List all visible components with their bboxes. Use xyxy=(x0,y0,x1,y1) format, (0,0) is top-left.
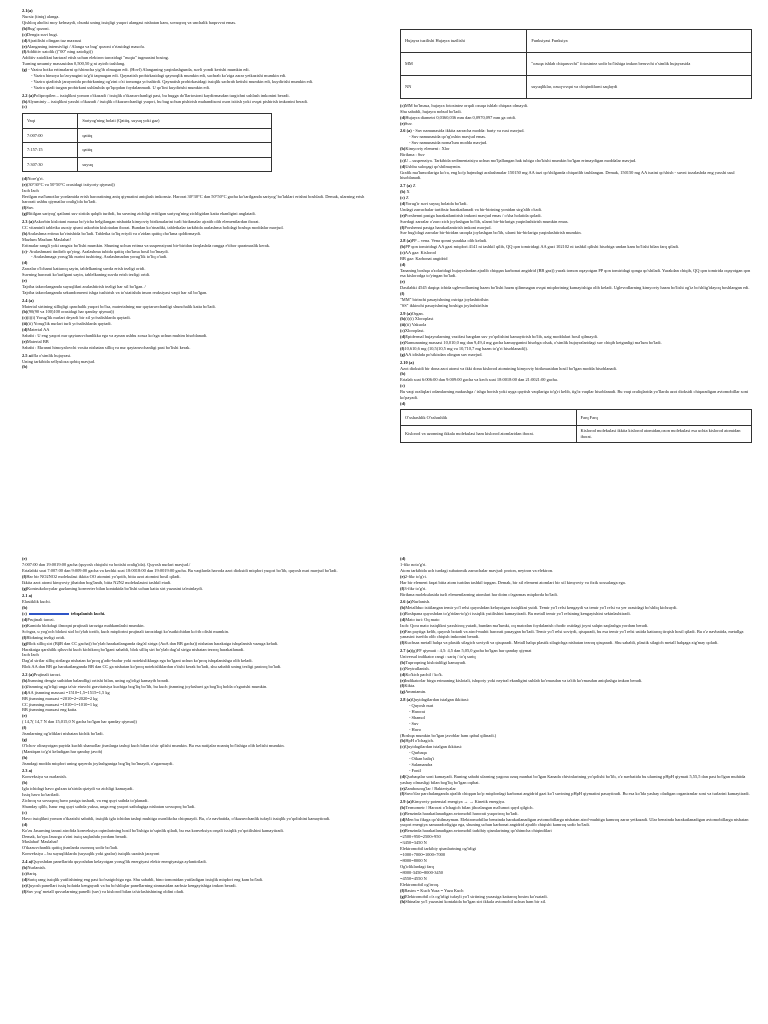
text-line: Maslahat! Maslahat! xyxy=(22,839,59,845)
text-line: (e) xyxy=(22,556,27,561)
text-line: Harakatga qarshilik qiluvchi kuch kichikroq bo'lgani sababli, blok silliq sirt bo'ylab dag'al sirtga nisbatan tezroq harakatlanadi. xyxy=(22,646,245,652)
text-line: BB jismning massasi =2010=2=2020=2 kg xyxy=(22,695,98,701)
text-line: Izoh Izoh xyxy=(22,652,39,658)
text-line: "MM" birinchi pasayishning ostriga joylashtirilsin xyxy=(400,297,489,303)
text-line: Sababi : Ekranni himoyalovchi vosita nisbatan silliq va nur qaytaruvchanligi past bo'lishi kerak. xyxy=(22,345,191,350)
table-cell: qattiq xyxy=(78,143,272,158)
text-line: (e)(30°30°C va 50°50°C orasidagi ixtiyoriy qiymat)) xyxy=(22,182,115,187)
answers-section-2-5-to-2-10 xyxy=(400,103,752,406)
text-line: O'tkazuvchanlik qattiq jismlarda osonroq sodir bo'ladi. xyxy=(22,845,119,851)
text-line: =1000+7000=1000+7000 xyxy=(400,852,446,858)
text-line: Elektromobil og'irroq. xyxy=(400,881,440,887)
text-line: Shu sababli, hujayra nobud bo'ladi. xyxy=(400,108,462,114)
text-line: 2.3 a) xyxy=(22,768,33,774)
text-line: (g)Bitilgan sariyog' qatlami suv sirtida qalqib turibdi, bu suvning zichligi eritilgan sariyog'ning zichligidan katta ekanligini anglatadi. xyxy=(22,211,256,217)
text-line: (b)(i)(i) Xloroplast xyxy=(400,316,434,322)
text-line: (d) xyxy=(22,260,28,266)
butter-state-table xyxy=(22,113,272,172)
text-line: Suvning harorati ko'tarilgani sayin, tablelkaning suvda erish tezligi ortdi. xyxy=(22,272,151,278)
text-line: (b)Nurlanish. xyxy=(22,864,46,870)
text-line: So'ngra, u yog'och blokni stol bo'ylab tortib, kuch miqdorini prujinali tarozidagi ko'rsatkichidan ko'rib olishi mumkin. xyxy=(22,628,229,634)
text-line: (f)Addiitiv xatolik (("00" ning xatoligi)) xyxy=(22,49,93,55)
text-line: Dag'al sirtlar silliq sirtlarga nisbatan ko'proq g'adir-budur yoki notekisliklarga ega bo'lgani uchun ko'proq ishqalanishga olib keladi. xyxy=(22,658,253,664)
table-row xyxy=(23,143,272,158)
text-line: (d)Epidermal hujayralarning vazifasi bargdan suv yo'qolishini kamaytirish bo'lib, uzig moddalari hosil qilmaydi. xyxy=(400,334,598,340)
text-line: (b) X xyxy=(400,189,410,195)
text-line: - Aralashmaga yorug'lik nurini tushiring. Aralashmadan yorug'lik to'liq o'tadi. xyxy=(31,254,168,260)
text-line: Turning umumiy massasidan 0,500,50 g ni ayirib tashlang. xyxy=(22,61,126,67)
text-line: - Oikan baliq'i xyxy=(409,756,435,762)
text-line: (d) xyxy=(22,821,28,827)
text-line: (b) xyxy=(22,364,28,370)
text-line: =8000=8000 N xyxy=(400,858,427,864)
text-line: (Boshqa mumkin bo'lgan javoblar ham qabul qilinadi.) xyxy=(400,732,497,738)
table-cell: qattiq xyxy=(78,128,272,143)
text-line: (ii)(ii) Vakuola xyxy=(400,322,427,328)
text-line: (d) xyxy=(400,556,406,561)
text-line: Ertalab soat 6:006:00 dan 9:009:00 gacha va kech soat 18:0018:00 dan 21:0021:00 gacha. xyxy=(400,377,558,383)
text-line: Sababi : U eng yaqori nur qaytaruvchanlikka ega va aynan ushbu xossa ko'zga uchun muhim hisoblanadi. xyxy=(22,333,208,339)
text-line: (c)Dengiz suvi bugi. xyxy=(22,31,58,37)
text-line: O'lchov olinayotgan paytda kuchli shamollar jismlarga tashqi kuch bilan ta'sir qilishi mumkin. Bu esa natijalar noaniq bo'lishiga olib kelishi mumkin. xyxy=(22,742,285,748)
text-line: (b)Jismning dengiz suthidan balandligi ortishi bilan, uning og'irligi kamayib boradi. xyxy=(22,677,170,683)
text-line: ( 14,7( 14,7 N dan 15,015,0 N gacha bo'lgan har qanday qiymat)) xyxy=(22,719,137,725)
text-line: Shunday qilib, Isnur eng quyi sathda yuksa, unga eng yuqori sathdagiga nisbatan sovuqroq bo'ladi. xyxy=(22,803,196,809)
text-line: =3450=3450 N xyxy=(400,840,427,846)
text-line: 2.9 (a)Kimyoviy potensial energiya → → Kinetik energiya. xyxy=(400,799,506,805)
text-line: (b)Termometr / Harorat o'lchagich bilan jihozlangan ma'lumot qayd qilgich. xyxy=(400,805,534,811)
text-line: (g)Ammiamin. xyxy=(400,689,427,695)
highlight-mark xyxy=(29,613,69,614)
text-line: (c)Sariq. xyxy=(22,870,38,876)
text-line: (d)Men bu fikrga qo'shilmayman. Elektromobillar benzinda harakatlanadigan avtomobillarga nisbatan atrof-muhitga kamroq zarar yetkazadi. Ular benzinda harakatlanadigan avtomobillarga nisbatan yuqori energiya samaradorligiga ega, shuning uchun karbonat angidrid ajralib chiqishi kamroq sodir bo'ladi. xyxy=(400,816,749,828)
text-line: BB gaz: Karbonat angidrid xyxy=(400,255,448,261)
table-cell: suyuqliklar, ozuq-ovqat va chiqindilarni saqlaydi xyxy=(527,76,752,99)
text-line: (h) xyxy=(22,754,28,760)
text-line: (e)Fan paytiga kelib, quyosh botadi va atrof-muhit harorati pasaygan bo'ladi. Temir yo'l relsi soviydi, qisqaradi, bu esa temir yo'l relsi ustida kattaroq tirqish hosil qiladi. Bu o'z navbatida, metallga yanasini tsrefda olib chiqish imkonini beradi. xyxy=(400,628,744,640)
text-line: Suv bug'idagi zarralar bir-biridan uzoqda joylashgan bo'lib, ularni bir-birlariga yaqinlashtirish mumkin. xyxy=(400,230,582,236)
text-line: - Harorat xyxy=(409,708,425,714)
table-row xyxy=(23,128,272,143)
text-line: (c)Neytrallanish. xyxy=(400,665,430,671)
column-bottom-right xyxy=(400,556,752,1022)
text-line: 2.1 a) xyxy=(22,593,33,599)
table-cell: NN xyxy=(401,76,527,99)
text-line: (b)HpH o'lchagich. xyxy=(400,738,434,744)
text-line: 1-fikr noto'g'ri. xyxy=(400,561,427,567)
text-line: Nursiz (tiniq) alanga. xyxy=(22,13,60,19)
text-line: =2500+950=2500+950 xyxy=(400,834,441,840)
text-line: (g)Kontrukoloryalar gazlarning konverter bilan kontaktda bo'lishi uchun katta sirt yuzasini ta'minlaydi. xyxy=(22,585,203,591)
text-line: (c)Jismning og'irligi unga ta'sir etuvchi gravitatsiya kuchiga bog'liq bo'lib, bu kuch jismning joylashuvi ga bog'liq holda o'zgarishi mumkin. xyxy=(22,683,268,689)
text-line: 2.7 (a)(g)FF qiymati : 4,5: 4,5 dan 5,05,0 gacha bo'lgan har qanday qiymat xyxy=(400,647,532,653)
text-line: (g)Elektromobil o'z og'irligi tufayli yo'l sirtining yuzasiga kattaroq bosim ko'rsatadi. xyxy=(400,893,548,899)
text-line: Suvdagi zarralar o'zaro zich joylashgan bo'lib, ularni bir-birlariga yaqinlashtirish mumkin emas. xyxy=(400,218,569,224)
text-line: (e)Alanganing intensivligi / Alanga va bug' qozoni o'rtasidagi masofa. xyxy=(22,43,145,49)
text-line: 2.4 a)Quyoshdan panellarida quyoshdan kelayotgan yorug'lik energiyasi elektr energiyasiga aylantiriladi. xyxy=(22,858,207,864)
table-cell: MM xyxy=(401,53,527,76)
text-line: Izoh Izoh xyxy=(22,187,39,193)
text-line: (d)Ushbu suloqagi qo'shilmaymin. xyxy=(400,163,461,169)
text-line: (g)AA idishda po'stkisdan olingan suv mavjud. xyxy=(400,352,483,358)
text-line: CC jismning massasi =1010=1=1010=1 kg xyxy=(22,701,98,707)
answers-chemistry-section xyxy=(400,556,752,905)
text-line: (d)Hujayra diametri 0,0360,036 mm dan 0,0970,097 mm ga ortdi. xyxy=(400,114,516,120)
text-line: (f)Kuchsaz metall halqa va plastik silagich soviydi va qisqaradi. Metall halqa plastik silagichga nisbatan tezroq qisqaradi. Shu sababli, plastik silagich metall halqaga zig'may qoladi. xyxy=(400,640,719,646)
text-line: (b)Bug' qozoni. xyxy=(22,25,50,31)
column-top-right xyxy=(400,26,752,542)
table-cell: "ozuqa ishlab chiqaruvchi" fotosintez sodir bo'lishiga imkon beruvchi o'simlik hujayrasida xyxy=(527,53,752,76)
table-cell: Kislorod va uzonning ikkala molekulasi ham kislorod atomlaridan iborat. xyxy=(401,426,577,442)
text-line: (c)(i)(i) Yorug'lik nurlari deyarli bir xil yo'nalishlarda qaytadi. xyxy=(22,315,131,321)
text-line: Demak, ko'rpa Jasurga o'zini issiq saqlashda yordam beradi. xyxy=(22,833,128,839)
text-line: Atom tarkibida uch turdagi subatomik zarrachalar mavjud: proton, neytron va elektron. xyxy=(400,567,554,573)
text-line: Grafik ma'lumotlariga ko'ra, eng ko'p hajmdagi aralashmalar 150150 mg AA tuzi qo'shilganda chiqarilib tashlangan. Demak, 150150 mg AA tuzini qo'shish - suvni tozalashda eng yaxshi usul hisoblanadi. xyxy=(400,169,735,181)
text-line: (b)(90(90 va 100)100 orasidagi har qanday qiymat)) xyxy=(22,309,114,315)
text-line: Konveksiya va nurlanish. xyxy=(22,774,67,780)
text-line: (b) xyxy=(400,371,406,377)
text-line: (b)Metallduo isitilangan temir yo'l relsi quyoshdan kelayotgan issiqlikni yutdi. Temir yo'l relsi kengaydi va temir yo'l relsi va yer orasidagi bo'shliq kichraydi. xyxy=(400,605,678,611)
column-top-left xyxy=(22,6,374,542)
text-line: (e) xyxy=(400,279,405,285)
text-line: (c) xyxy=(400,383,405,389)
text-line: (c) tebqalanish kuchi. xyxy=(22,611,106,616)
text-line: Universal indikator rangi : sariq / to'q sariq xyxy=(400,653,476,659)
table-header-cell: Vaqt xyxy=(23,114,78,129)
text-line: (c)Bosbpana quyoshdan to'g'ridan-to'g'ri issiqlik yutilishini kamaytiradi. Bu metall temir yo'l relsining kengayishini sekinlashtiradi. xyxy=(400,611,631,616)
text-line: Elastiklik kuchi. xyxy=(22,599,51,605)
oxygen-ozone-table xyxy=(400,409,752,442)
text-line: (f) xyxy=(22,725,27,731)
text-line: (c)Xloroplast. xyxy=(400,328,425,334)
text-line: 2.6 (a) - Suv namunasida ikkita zarracha modda: barty va ruxi mavjud. xyxy=(400,128,525,134)
table-row xyxy=(23,157,272,172)
text-line: Eritmalar rangli yoki rangsiz bo'lishi mumkin. Shuning uchun eritma va suspenziyani bir-biridan farqlashda rangga e'tibor qaratmaslik kerak. xyxy=(22,242,271,248)
table-header-cell: Funksiyasi Funksiya xyxy=(527,30,752,53)
text-line: (c) xyxy=(22,104,27,110)
text-line: Zichroq va sovuqroq havo pastga tushadi, va eng quyi sathda to'planadi. xyxy=(22,797,149,803)
text-line: Tajriba takrorlanganda sekundomerni ishga tushirish va to'xtatishda inson reaksiyasi vaqti har xil bo'lgan. xyxy=(22,290,208,295)
table-cell: 7:157:15 xyxy=(23,143,78,158)
text-line: - Quyosh nuri xyxy=(409,702,434,708)
answers-physics-section xyxy=(22,556,374,894)
text-line: Material sirtining silliqligi qanchalik yuqori bo'lsa, materialning nur qaytaruvchanligi shunchalik katta bo'ladi. xyxy=(22,303,216,309)
text-line: (f)Kikta. xyxy=(400,683,416,689)
text-line: (e) xyxy=(22,278,27,284)
table-row xyxy=(401,426,752,442)
text-line: - Suv namunasida qo'rg'oshin mavjud emas. xyxy=(409,134,487,140)
text-line: (d)Material AA xyxy=(22,327,50,333)
answers-section-2-3-to-2-5 xyxy=(22,176,374,370)
text-line: Tananing boshqa a'zolaridagi hujayralardan ajralib chiqqan karbonat angidrid (BB gaz)) yurak tomon oqayotgan PP qon tomiridagi qonga qo'shiladi. Yurakdan chiqib, QQ qon tomirida oqayotgan qon esa kislorodga to'yingan bo'ladi. xyxy=(400,267,751,279)
text-line: (d)Qurbaqalar soni kamayadi. Buning sababi ularning yagona ozuq manbai bo'lgan Kanada chivinlarining yo'qolishi bo'lib, o'z navbatida bu ularning pHpH qiymati 5,55,5 dan past bo'lgan muhitda yashay olmasligi bilan bog'liq bo'lgan oqibat. xyxy=(400,774,746,785)
text-line: (e)2-fikr to'g'ri. xyxy=(400,573,427,579)
text-line: (c)MM bo'lmasa, hujayra fotosintez orqali ozuqa ishlab chiqara olmaydi. xyxy=(400,103,529,108)
text-line: Elektromobil tarkibiy qismlarining og'irligi xyxy=(400,846,477,852)
table-cell: 7:007:00 xyxy=(23,128,78,143)
answers-section-2-1 xyxy=(22,8,374,110)
text-line: Har bir element faqat bitta atom turidan tashkil topgan. Demak, bir xil element atomlari bir xil kimyoviy va fizik xossalarga ega. xyxy=(400,579,626,585)
text-line: Dastlabki 4545 daqiqa ichida uglevodlarning hazm bo'lishi hazm qilinmagan ovqat miqdorining kamayishiga olib keladi. Uglevodlarning kimyoviy hazm bo'lishi og'iz bo'shlig'idayoq boshlangan edi. xyxy=(400,285,750,291)
text-line: (f)Suvo'tlar parchalanganda ajralib chiqqan ko'p miqdordagi karbonat angidrid gazi ko'l suvining pHpH qiymatini pasaytiradi. Bu esa ko'lda yashay oladigan organizmlar soni va turlarini kamaytiradi. xyxy=(400,791,750,797)
text-line: BB jismning massasi eng katta. xyxy=(22,707,78,713)
text-line: Berilgan ma'lumotlar yordamida erish haroratining aniq qiymatini aniqlash imkonsiz. Harorat 30°30°C dan 50°50°C gacha ko'tarilganda sariyog' bo'laklari erishni boshladi. Demak, ularning erish harorati ushbu qiymatlar oralig'ida bo'ladi. xyxy=(22,193,365,205)
text-line: 2.4 (a) xyxy=(22,297,34,303)
text-line: Uning tarkibida sellyuloza qobiq mavjud. xyxy=(22,358,96,364)
text-line: Birikma molekulasida turli elementlarning atomlari har doim o'zgarmas miqdorda bo'ladi. xyxy=(400,591,558,597)
text-line: Azot dioksidi bir dona azot atomi va ikki dona kislorod atomining kimyoviy birikmasidan hosil bo'lgan modda hisoblanadi. xyxy=(400,365,618,371)
text-line: (b)Aralashma eritma ko'rinishida bo'ladi. Tabletka to'liq eriydi va o'zidan qattiq cho'kma qoldirmaydi. xyxy=(22,230,202,236)
text-line: Havo issiqlikni yomon o'tkazishi sababli, issiqlik igla ichidan tashqi muhitga osonlikcha chiqmaydi. Bu, o'z navbatida, o'tkazuvchanlik tufayli issiqlik yo'qolishini kamaytiradi. xyxy=(22,815,331,821)
table-header-row xyxy=(401,410,752,426)
text-line: 2.2 (a)Polipropilen – issiqlikni yomon o'tkazadi / issiqlik o'tkazuvchanligi past, bu bugga do'llartosioni kaydirmasdan turgichni ushlash imkonini beradi. xyxy=(22,92,290,98)
text-line: (d)AA jismning massasi =1510=1,5=1515=1,5 kg xyxy=(22,689,110,695)
text-line: - Havo xyxy=(409,726,422,732)
text-line: - Vazira himoya ko'zoynagini ta'g'ti taqmagan edi. Qaynatish probirkasidagi qaynoqlik mumkin edi, sachrab ko'ziga zarar yetkazishi mumkin edi. xyxy=(31,73,287,79)
text-line: (e)Benzinda harakatlanadigan avtomobil tarkibiy qismlarining qo'shimcha chiqindilari xyxy=(400,828,552,834)
text-line: (g)Blok silliq sirt (BβB dan CC gacha)) bo'ylab harakatlanganda dag'al sirtga (AαA dan BB gacha)) nisbatan harakatga ishqalanish vazuga keladi. xyxy=(22,640,279,646)
text-line: (ii)(ii) Yorug'lik nurlari turli yo'nalishlarda qaytadi. xyxy=(22,321,112,327)
text-line: (g) xyxy=(22,737,28,743)
text-line: Bu vaqt oraliqlari odamlarning makushga / ishga borish yoki uyga qaytish vaqtlariga to'g'ri kelib, tig'iz vaqtlar hisoblanadi. Bu vaqt oraliqlarida yo'llarda azot dioksidi chiqaradigan avtomobillar soni ko'payadi. xyxy=(400,389,749,400)
text-line: Blok AA dan BB ga harakatlanganda BB dan CC ga nisbatan ko'proq notekisliklardan o'tishi kerak bo'ladi, shu sababli uning tezligi pastroq bo'ladi. xyxy=(22,664,282,670)
text-line: (d) xyxy=(400,400,406,406)
column-bottom-left xyxy=(22,556,374,1022)
text-line: (c)U – suspenziya. Tarkibida sedimentatsiya uchun mo'ljallangan hak tubiga cho'kishi mumkin bo'lgan erimaydigan moddalar mavjud. xyxy=(400,158,637,163)
text-line: 2.3 (a)Askorbin kislotani massa bo'yicha belgilangan nisbatda kimyoviy birikmalarini turli birikmalar ajratib olib elementlardan iborat. xyxy=(22,218,260,224)
text-line: 2.5 aiffla o'simlik hujayrasi. xyxy=(22,352,72,358)
text-line: (d)Nore'g'ri. xyxy=(22,176,44,182)
text-line: Zarralar o'lchami kattaroq sayin, tablelkaning suvda erish tezligi ortdi. xyxy=(22,266,146,272)
text-line: (b) xyxy=(22,780,28,786)
text-line: (f) xyxy=(400,291,405,297)
text-line: (e)Suv. xyxy=(400,120,413,126)
text-line: Additiv xatolikni bartaraf etish uchun elektron tarozidagi "nuqta" tugmasini bosing. xyxy=(22,55,169,61)
text-line: (f)Suv yog' metall quvurlarning panelli (suv) va kislorod bilan ta'sirlashishining oldini oladi. xyxy=(22,888,185,894)
text-line: Birikma : Suv xyxy=(400,152,425,158)
text-line: Qishloq aholisi moy kelmaydi, chunki uning issiqligi yuqori alangasi nisbatan kam, sovuqroq va unchalik baquvvat emas. xyxy=(22,19,237,25)
text-line: (e)Zambourog'lar / Bakteriyalar xyxy=(400,785,456,791)
text-line: (d)Ko'kich pachil / ko'k. xyxy=(400,671,443,677)
text-line: CC vitaminli tabletka asosiy qismi askorbin kislotadan iborat. Bundan ko'rinadiki, tabletkalar tarkibida aralashma holidagi boshqa moddalar mavjud. xyxy=(22,224,284,230)
text-line: 2.1(a) xyxy=(22,8,33,13)
text-line: 2.10 (a) xyxy=(400,359,414,365)
table-header-cell: Sariyog'ning holati (Qattiq, suyuq yoki gaz) xyxy=(78,114,272,129)
text-line: (h)Shinalar yo'l yuzasini kontaktda bo'lgan sirt ikkala avtomobil uchun ham bir xil. xyxy=(400,899,547,905)
text-line: - Salamandra xyxy=(409,762,433,768)
text-line: (f)Har bir NO2NO2 molekulasi ikkita OO atomini yo'qotib, bitta azot atomini hosil qiladi. xyxy=(22,573,181,579)
text-line: 2.8 (a)PP – vena. Vena qonni yurakka olib keladi. xyxy=(400,238,488,244)
table-header-cell: Hujayra tuzilishi Hujayra tuzilishi xyxy=(401,30,527,53)
text-line: (c)Benzinda harakatlanadigan avtomobil harorati yuqoriroq bo'ladi. xyxy=(400,810,519,816)
text-line: Mazlum Mazlum Maslahat! xyxy=(22,236,72,242)
text-line: 2.2 (a)Prujinali tarozi. xyxy=(22,671,62,677)
table-cell: 7:307:30 xyxy=(23,157,78,172)
text-line: (e)Namunaning massasi 10,010,0 mg dan 9,49,4 mg gacha kamayganini hisobga olsak, o'simlik hujayralaridagi suv chiqib ketganligi ma'lum bo'ladi. xyxy=(400,340,662,346)
text-line: (b)Tuproqning kislotaliligi kamayadi. xyxy=(400,659,467,665)
text-line: (f)3-fikr to'g'ri. xyxy=(400,585,427,591)
text-line: Ikkita azot atomi kimyoviy jihatdan bog'lanib, bitta N2N2 molekulasini tashkil etadi. xyxy=(22,579,172,585)
text-line: (e)Material BB xyxy=(22,339,49,345)
table-header-cell: O'xshashlik O'xshashlik xyxy=(401,410,577,426)
table-header-row xyxy=(401,30,752,53)
text-line: (d)Yorug'ir suvi suyuq holatda bo'ladi. xyxy=(400,200,468,206)
text-line: Konveksiya – bu suyuqliklarda (suyuqlik yoki gazlar) issiqlik uzatish jarayoni xyxy=(22,851,160,857)
text-line: Igla ichidagi havo gulxan ta'sirida qiziydi va zichligi kamayadi. xyxy=(22,786,134,792)
text-line: Undagi zarrachalar tartibsiz harakatlanadi va bir-birining yonidan sirg'alib o'tadi. xyxy=(400,206,542,212)
text-line: 2.6 (a)Nurlanish. xyxy=(400,599,431,605)
table-cell: suyuq xyxy=(78,157,272,172)
text-line: - Qurbaqa xyxy=(409,750,427,756)
text-line: Og'irliklardagi farq xyxy=(400,863,434,869)
text-line: (f)10,610,6 mg (10,5(10,5 mg va 10,710,7 mg hazm to'g'ri hisoblanadi)). xyxy=(400,346,528,352)
text-line: (f)Porshenni pastga harakatlantirish imkoni mavjud. xyxy=(400,224,492,230)
text-line: (c)Quyidagilardan istalgan ikkitasi: xyxy=(400,744,463,750)
text-line: (e) xyxy=(22,713,27,719)
text-line: (c)AA gaz: Kislorod xyxy=(400,249,436,255)
text-line: (e)Indikatorlar birga erimaning kislotali, ishqoriy yoki neytral ekanligini ushlab ko'rmasdan va ta'tib ko'rmasdan aniqlashga imkon beradi. xyxy=(400,677,643,683)
text-line: =8000-3450=8000-3450 xyxy=(400,869,444,875)
text-line: (c) xyxy=(22,809,27,815)
text-line: Tajriba takrorlanganda suyuqlikni aralashtirish tezligi har xil bo'lgan. / xyxy=(22,284,146,290)
text-line: Jismdagi modda miqdori uning qayerda joylashganiga bog'liq bo'lmaydi, o'zgarmaydi. xyxy=(22,760,174,766)
table-header-row xyxy=(23,114,272,129)
text-line: - Vazira qizdirish jarayonida probirkaning og'zini o'zi tomonga yo'naltirdi. Qaynatish probirkasidagi issiqlik sachrab ketishi mumkin edi, kuydirishi mumkin edi. xyxy=(31,79,314,85)
text-line: 7:007:00 dan 19:0019:00 gacha (quyosh chiqishi va botishi oralig'ida). Quyosh nurlari mavjud./ xyxy=(22,561,191,567)
text-line: (d)Sariq rang issiqlik yutilishining eng past ko'rsatgichiga ega. Shu sababli, bino tomonidan yutiladigan issiqlik miqdori eng kam bo'ladi. xyxy=(22,876,264,882)
text-line: - Vazira qizdi turgan probirkani ushlashda qo'lqopdan foydalanmadi. U qo'lini kuydirishi mumkin edi. xyxy=(31,84,210,90)
text-line: (b)PP qon tomiridagi AA gazi miqdori 4141 ni tashkil qilib, QQ qon tomiridagi AA gazi 102102 ni tashkil qilishi hisobiga undan kam bo'lishi bilan farq qiladi. xyxy=(400,244,680,250)
text-line: 2.8 (a)Quyidagilardan istalgan ikkitasi: xyxy=(400,697,470,703)
text-line: (b)Kimyoviy element : Xlor xyxy=(400,146,450,152)
text-line: (b) xyxy=(22,605,28,611)
text-line: (Mantiqan to'g'ri keladigan har qanday javob) xyxy=(22,748,103,754)
text-line: - Shamol xyxy=(409,714,425,720)
text-line: Izoh: Qora mato issiqlikni yaxshiroq yutadi, bundan ma'lumki, oq matodan foydalanish chodir ostidagi joyni salqin saqlashga yordam beradi. xyxy=(400,622,649,628)
text-line: (e)Quyosh panellari issiq holatda kengayadi va bu bo'shliqlar panellarning sinmasidan zarbsiz kengayishiga imkon beradi. xyxy=(22,882,237,888)
text-line: 2.7 (a) Z xyxy=(400,183,416,189)
text-line: (d)Mato turi: Oq mato xyxy=(400,616,440,622)
text-line: =4550=4550 N xyxy=(400,875,427,881)
text-line: (d) xyxy=(400,261,406,267)
text-line: Issiq havo ko'tariladi. xyxy=(22,792,60,798)
text-line: (b)Alyuminiy – issiqlikni yaxshi o'tkazadi / issiqlik o'tkazuvchanligi yuqori, bu bug uchun pishirish muhandisoni oson isitish yoki ovqat pishirish imkonini beradi. xyxy=(22,98,308,104)
table-row xyxy=(401,53,752,76)
text-line: (d)Ajratilishi olingan tuz maxsusi xyxy=(22,37,82,43)
text-line: Ertalabki soat 7:007:00 dan 9:009:00 gacha va kechki soat 18:0018:00 dan 19:0019:00 gacha. Bu vaqtlarda havoda azot dioksidi miqdori yuqori bo'lib, quyosh nuri mavjud bo'ladi. xyxy=(22,567,338,573)
text-line: - Suv xyxy=(409,720,419,726)
text-line: - Suv namunasida noma'lum modda mavjud. xyxy=(409,140,488,146)
table-cell: Kislorod molekulasi ikkita kislorod atomidan,ozon molekulasi esa uchta kislorod atomidan iborat. xyxy=(576,426,752,442)
text-line: "SS" ikkinchi pasayishning boshiga joylashtirilsin xyxy=(400,302,488,308)
cell-structure-table xyxy=(400,29,752,99)
text-line: (c)- Aralashmani tindirib qo'ying. Aralashma tubida qattiq cho'kma hosil bo'lmaydi. xyxy=(22,248,169,254)
text-line: (c) Z xyxy=(400,194,409,200)
text-line: (d)Prujinali tarozi. xyxy=(22,616,55,622)
text-line: (f)Blokning tezligi ortdi. xyxy=(22,634,66,640)
text-line: (f)Basim = Kuch Yuza = Yuza Kuch xyxy=(400,887,464,893)
text-line: (e)Porshenni pastga harakatlantirish imkoni mavjud emas / o'sha holatida qoladi. xyxy=(400,212,542,218)
table-row xyxy=(401,76,752,99)
text-line: Ko'zu Jasurning tanasi atrofida konveksiya oqimlarining hosil bo'lishiga to'sqinlik qiladi, bu esa konveksiya orqali issiqlik yo'qotilishini kamaytiradi. xyxy=(22,827,284,833)
text-line: (f)Suv. xyxy=(22,205,35,211)
table-header-cell: Farq Farq xyxy=(576,410,752,426)
text-line: - Fonil xyxy=(409,768,421,774)
text-line: Jismlarning og'irliklari nisbatan kichik bo'ladi. xyxy=(22,731,104,737)
text-line: (g) - Vazira hotka eritmalarni qo'shimcha yig'ib olmagan edi. (Hovl) Alanganing yaqinlashgunda, suvli yondi kerishi mumkin edi. xyxy=(22,67,250,73)
text-line: 2.9 (a)Organ. xyxy=(400,310,424,316)
text-line: (e)Kamida blokdagi ilmoqni prujinali taroziga mahkamlashi mumkin. xyxy=(22,622,145,628)
